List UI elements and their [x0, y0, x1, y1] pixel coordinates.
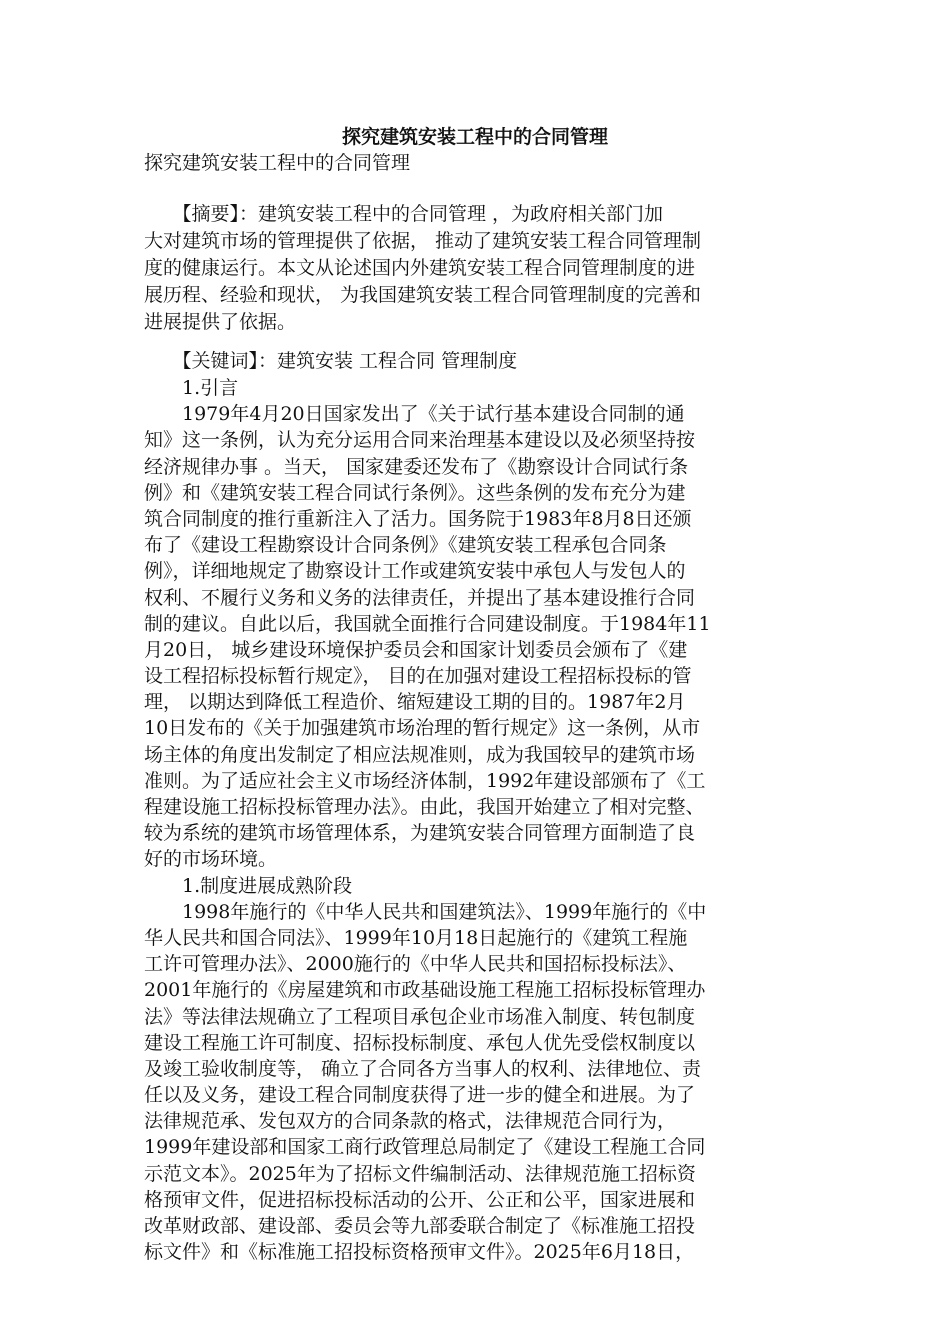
- body-line: 例》，详细地规定了勘察设计工作或建筑安装中承包人与发包人的: [144, 560, 686, 583]
- body-line: 程建设施工招标投标管理办法》。由此，我国开始建立了相对完整、: [144, 796, 705, 818]
- keywords-text: 【关键词】：建筑安装 工程合同 管理制度: [144, 350, 518, 372]
- body-line: 华人民共和国合同法》、1999年10月18日起施行的《建筑工程施: [144, 926, 688, 949]
- body-line: 2001年施行的《房屋建筑和市政基础设施工程施工招标投标管理办: [144, 979, 706, 1002]
- body-line: 设工程招标投标暂行规定》， 目的在加强对建设工程招标投标的管: [144, 665, 692, 688]
- body-line: 1979年4月20日国家发出了《关于试行基本建设合同制的通: [144, 403, 685, 426]
- body-line: 10日发布的《关于加强建筑市场治理的暂行规定》这一条例，从市: [144, 717, 701, 740]
- body-line: 好的市场环境。: [144, 848, 278, 871]
- body-line: 准则。为了适应社会主义市场经济体制，1992年建设部颁布了《工: [144, 769, 706, 792]
- body-line: 经济规律办事 。当天， 国家建委还发布了《勘察设计合同试行条: [144, 455, 689, 478]
- body-line: 示范文本》。2025年为了招标文件编制活动、法律规范施工招标资: [144, 1162, 696, 1185]
- body-line: 1.制度进展成熟阶段: [144, 874, 353, 897]
- body-line: 筑合同制度的推行重新注入了活力。国务院于1983年8月8日还颁: [144, 507, 692, 530]
- body-line: 知》这一条例，认为充分运用合同来治理基本建设以及必须坚持按: [144, 429, 696, 452]
- body-line: 法》等法律法规确立了工程项目承包企业市场准入制度、转包制度: [144, 1005, 696, 1028]
- body-line: 法律规范承、发包双方的合同条款的格式，法律规范合同行为，: [144, 1110, 677, 1133]
- body-line: 较为系统的建筑市场管理体系，为建筑安装合同管理方面制造了良: [144, 822, 696, 845]
- body-line: 月20日， 城乡建设环境保护委员会和国家计划委员会颁布了《建: [144, 638, 688, 661]
- body-line: 及竣工验收制度等， 确立了合同各方当事人的权利、法律地位、责: [144, 1057, 702, 1080]
- body-line: 1998年施行的《中华人民共和国建筑法》、1999年施行的《中: [144, 900, 707, 923]
- body-line: 任以及义务，建设工程合同制度获得了进一步的健全和进展。为了: [144, 1084, 696, 1107]
- body-text: [144, 375, 809, 1265]
- body-line: 例》和《建筑安装工程合同试行条例》。这些条例的发布充分为建: [144, 481, 686, 504]
- body-line: 改革财政部、建设部、委员会等九部委联合制定了《标准施工招投: [144, 1215, 696, 1237]
- abstract-line: 度的健康运行。本文从论述国内外建筑安装工程合同管理制度的进: [144, 257, 696, 279]
- abstract-line: 进展提供了依据。: [144, 311, 297, 333]
- body-line: 理， 以期达到降低工程造价、缩短建设工期的目的。1987年2月: [144, 691, 686, 714]
- body-line: 权利、不履行义务和义务的法律责任，并提出了基本建设推行合同: [144, 586, 696, 609]
- body-line: 工许可管理办法》、2000施行的《中华人民共和国招标投标法》、: [144, 953, 687, 976]
- abstract-line: 展历程、经验和现状， 为我国建筑安装工程合同管理制度的完善和: [144, 284, 702, 306]
- abstract-line: 大对建筑市场的管理提供了依据， 推动了建筑安装工程合同管理制: [144, 230, 702, 252]
- body-line: 布了《建设工程勘察设计合同条例》《建筑安装工程承包合同条: [144, 534, 667, 557]
- body-line: 1.引言: [144, 377, 239, 399]
- body-line: 场主体的角度出发制定了相应法规准则，成为我国较早的建筑市场: [144, 743, 696, 766]
- keywords-line: [144, 348, 809, 375]
- body-line: 1999年建设部和国家工商行政管理总局制定了《建设工程施工合同: [144, 1136, 706, 1159]
- abstract-paragraph: [144, 201, 809, 336]
- document-subtitle: 探究建筑安装工程中的合同管理: [144, 152, 411, 174]
- body-line: 制的建议。自此以后，我国就全面推行合同建设制度。于1984年11: [144, 612, 711, 635]
- document-title: 探究建筑安装工程中的合同管理: [341, 126, 608, 148]
- body-line: 标文件》和《标准施工招投标资格预审文件》。2025年6月18日，: [144, 1241, 695, 1264]
- body-line: 建设工程施工许可制度、招标投标制度、承包人优先受偿权制度以: [144, 1031, 696, 1054]
- abstract-line: 【摘要】：建筑安装工程中的合同管理 ，为政府相关部门加: [144, 203, 664, 225]
- body-line: 格预审文件，促进招标投标活动的公开、公正和公平，国家进展和: [144, 1188, 696, 1211]
